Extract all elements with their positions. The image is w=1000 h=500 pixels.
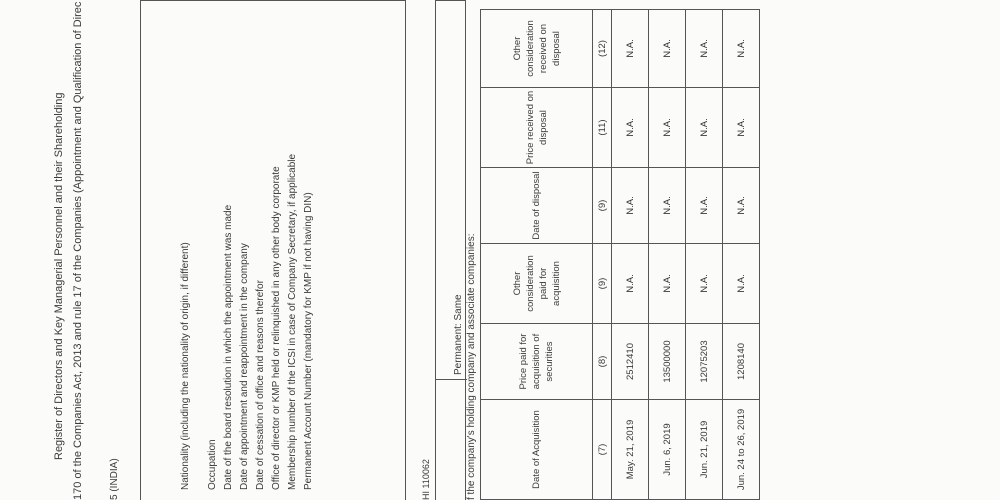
cell: May. 21, 2019 xyxy=(612,400,649,500)
address-fragment: 5 (INDIA) xyxy=(109,458,120,500)
cell: Jun. 21, 2019 xyxy=(686,400,723,500)
section-reference: 170 of the Companies Act, 2013 and rule 17 of the Companies (Appointment and Qualification of Direc xyxy=(72,1,84,500)
col-number: (11) xyxy=(593,88,612,168)
address-divider xyxy=(436,379,467,380)
icsi-membership-label: Membership number of the ICSI in case of Company Secretary, if applicable xyxy=(287,153,298,490)
cell: 1208140 xyxy=(723,324,760,400)
table-row xyxy=(723,10,760,500)
cell: N.A. xyxy=(723,244,760,324)
register-title: Register of Directors and Key Managerial Personnel and their Shareholding xyxy=(53,92,65,460)
cell: N.A. xyxy=(612,244,649,324)
address-row xyxy=(435,0,466,500)
cell: N.A. xyxy=(649,10,686,88)
col-number: (7) xyxy=(593,400,612,500)
permanent-address: Permanent: Same xyxy=(453,294,464,375)
table-row xyxy=(649,10,686,500)
col-header: Price received on disposal xyxy=(481,88,593,168)
acquisition-disposal-table xyxy=(480,9,760,500)
cell: Jun. 24 to 26, 2019 xyxy=(723,400,760,500)
cell: N.A. xyxy=(612,10,649,88)
col-number: (12) xyxy=(593,10,612,88)
cell: 13500000 xyxy=(649,324,686,400)
cell: N.A. xyxy=(723,10,760,88)
cell: N.A. xyxy=(686,168,723,244)
cell: N.A. xyxy=(686,244,723,324)
col-header: Price paid for acquisition of securities xyxy=(481,324,593,400)
cell: 12075203 xyxy=(686,324,723,400)
col-number: (8) xyxy=(593,324,612,400)
cell: N.A. xyxy=(649,244,686,324)
cell: N.A. xyxy=(723,88,760,168)
cell: N.A. xyxy=(723,168,760,244)
pan-label: Permanent Account Number (mandatory for KMP if not having DIN) xyxy=(303,192,314,490)
appointment-date-label: Date of appointment and reappointment in the company xyxy=(239,243,250,490)
holding-table-heading: f the company's holding company and associate companies: xyxy=(466,233,477,500)
cell: N.A. xyxy=(612,88,649,168)
pin-code-fragment: HI 110062 xyxy=(421,459,431,500)
cessation-label: Date of cessation of office and reasons therefor xyxy=(255,280,266,490)
board-resolution-label: Date of the board resolution in which the appointment was made xyxy=(223,204,234,490)
occupation-label: Occupation xyxy=(207,439,218,490)
cell: Jun. 6, 2019 xyxy=(649,400,686,500)
table-header-row xyxy=(481,10,593,500)
col-header: Date of Acquisition xyxy=(481,400,593,500)
table-row xyxy=(612,10,649,500)
cell: 2512410 xyxy=(612,324,649,400)
col-number: (9) xyxy=(593,244,612,324)
column-number-row xyxy=(593,10,612,500)
cell: N.A. xyxy=(649,168,686,244)
table-row xyxy=(686,10,723,500)
col-number: (9) xyxy=(593,168,612,244)
cell: N.A. xyxy=(686,88,723,168)
particulars-box xyxy=(140,0,406,500)
col-header: Other consideration paid for acquisition xyxy=(481,244,593,324)
cell: N.A. xyxy=(649,88,686,168)
col-header: Date of disposal xyxy=(481,168,593,244)
cell: N.A. xyxy=(612,168,649,244)
nationality-label: Nationality (including the nationality of origin, if different) xyxy=(180,242,191,490)
col-header: Other consideration received on disposal xyxy=(481,10,593,88)
office-held-label: Office of director or KMP held or relinquished in any other body corporate xyxy=(271,166,282,490)
cell: N.A. xyxy=(686,10,723,88)
